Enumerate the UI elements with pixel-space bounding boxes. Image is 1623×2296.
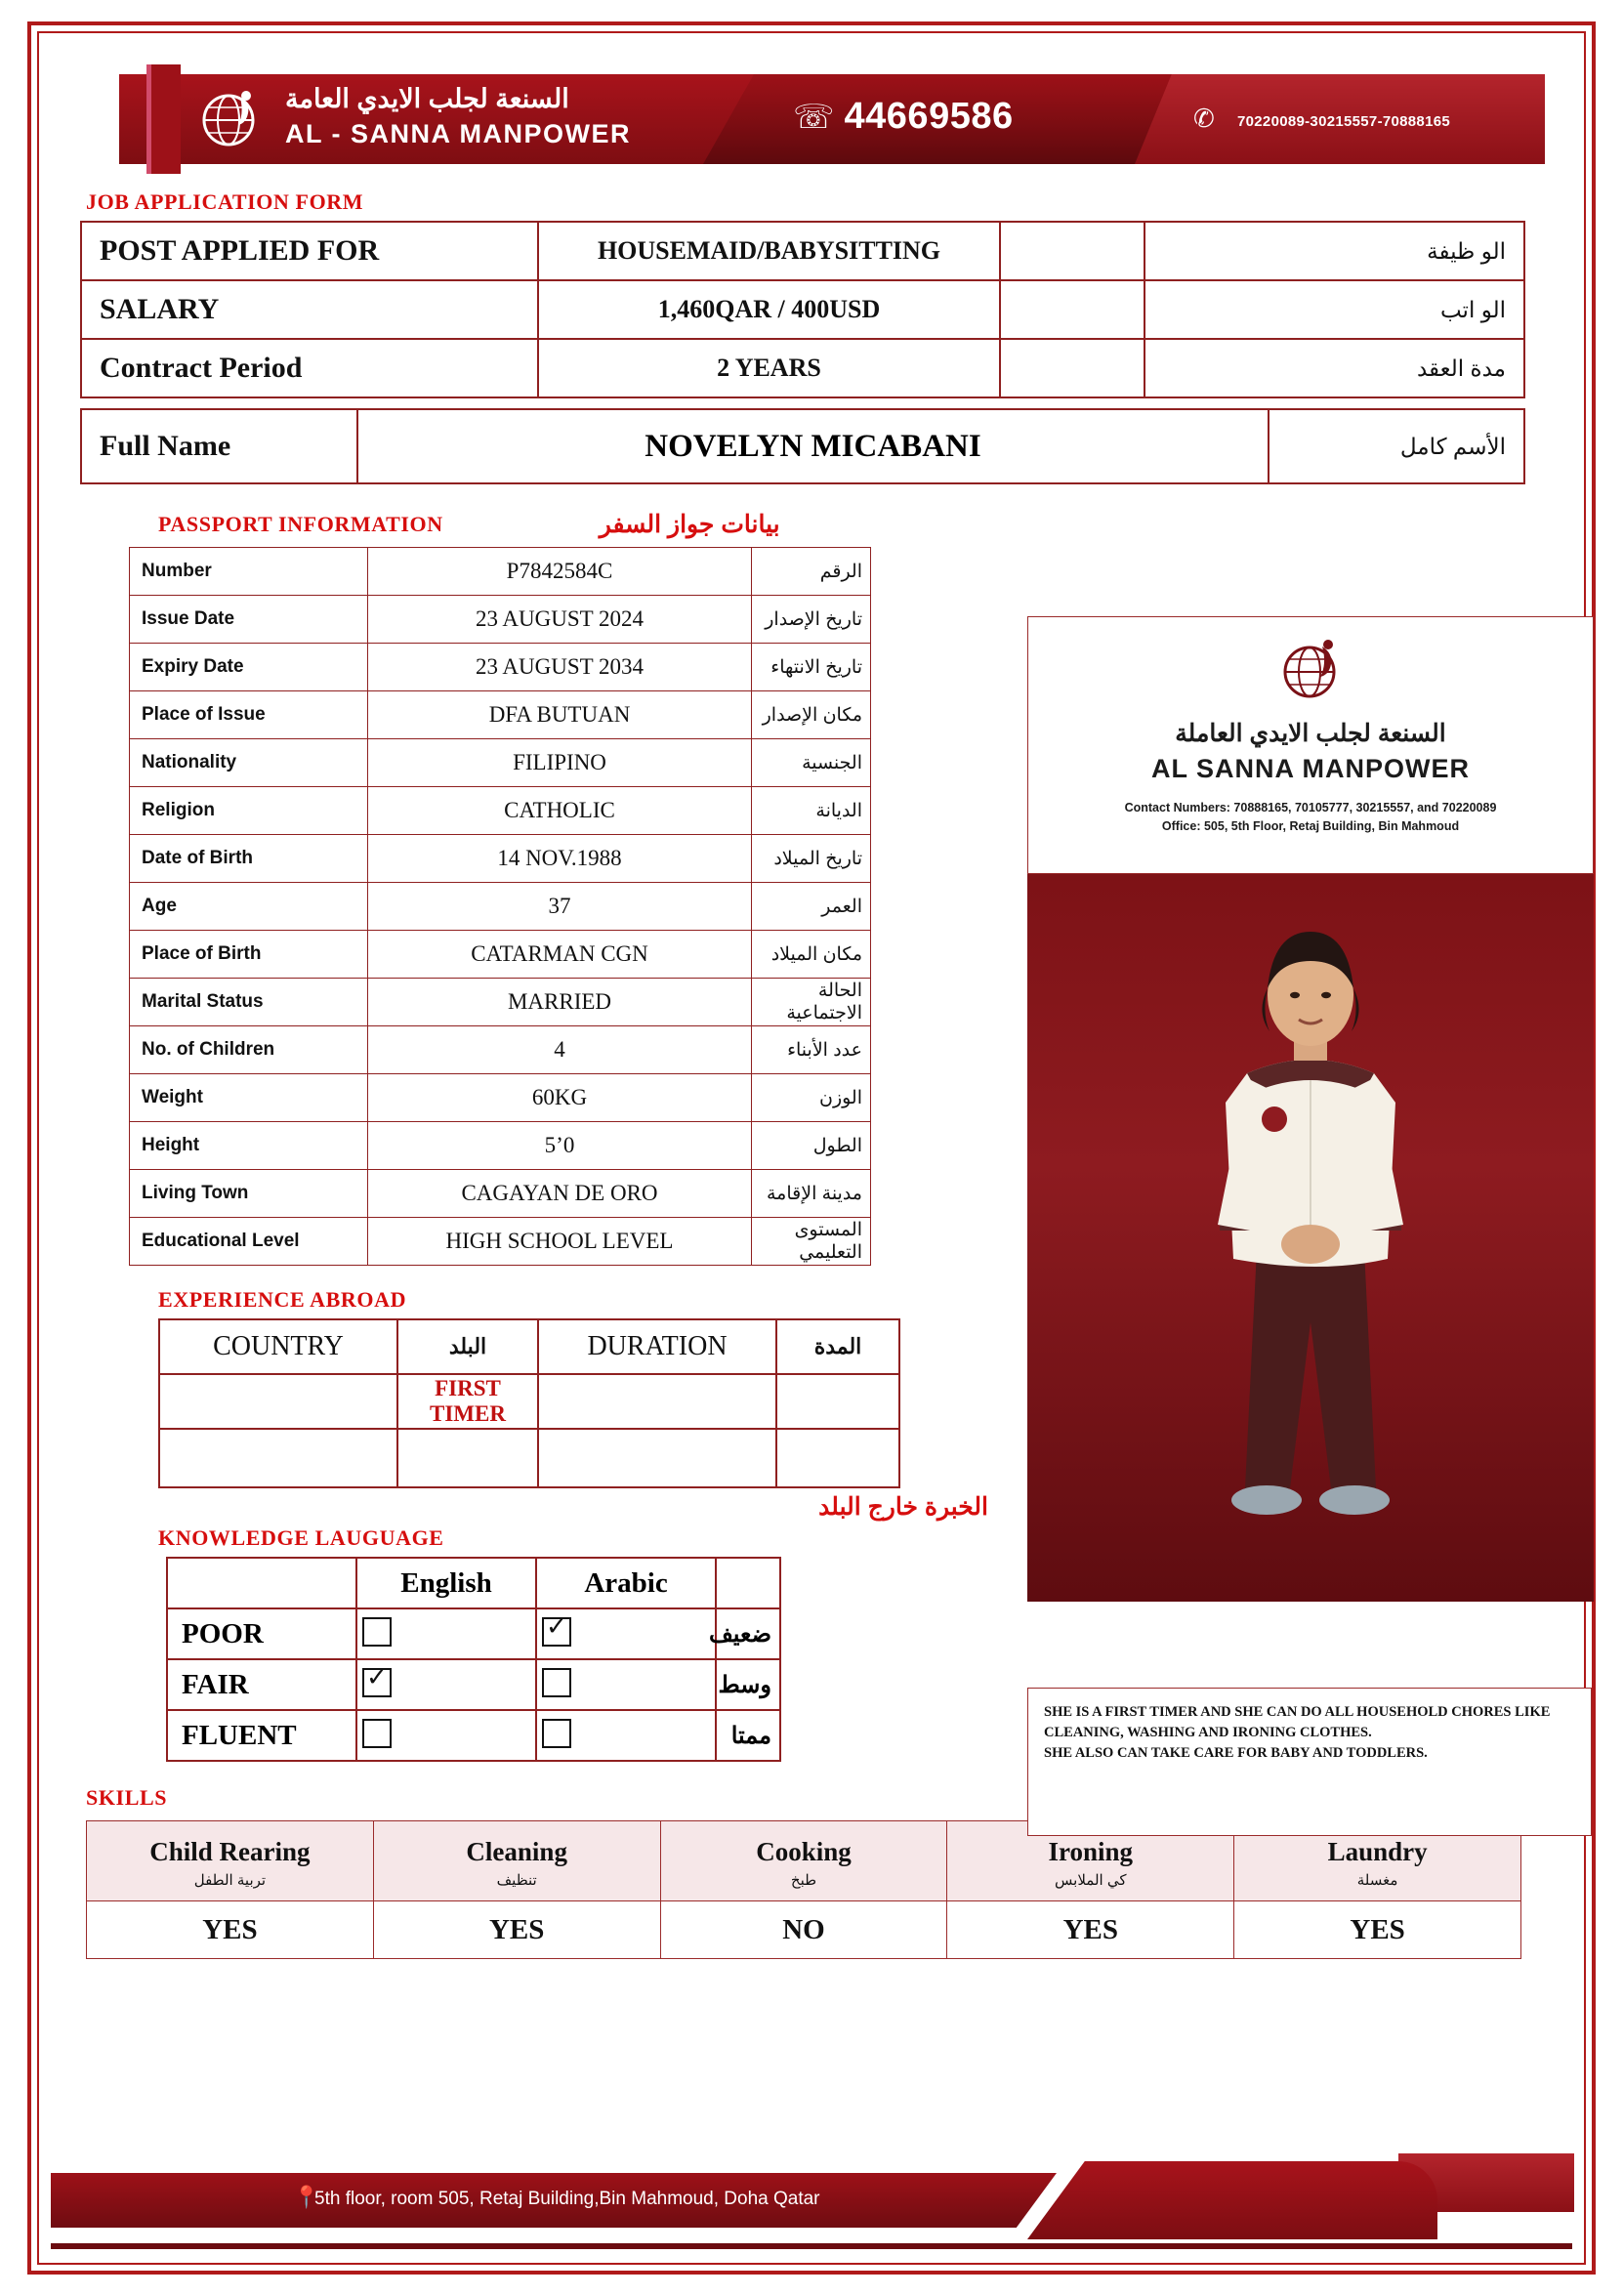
language-col-english: English <box>356 1558 536 1608</box>
passport-key-ar: الجنسية <box>752 739 871 787</box>
duration-value <box>538 1374 776 1429</box>
remarks-line-1: SHE IS A FIRST TIMER AND SHE CAN DO ALL HOUSEHOLD CHORES LIKE <box>1044 1704 1551 1720</box>
fair-english-checkbox[interactable] <box>362 1668 392 1697</box>
language-level-fair-ar: وسط <box>716 1659 780 1710</box>
skill-label-ar: تربية الطفل <box>193 1871 267 1889</box>
contract-period-label: Contract Period <box>81 339 538 397</box>
table-row <box>167 1558 780 1608</box>
post-applied-label-ar: الو ظيفة <box>1144 222 1524 280</box>
passport-heading <box>51 510 1572 539</box>
passport-value: FILIPINO <box>368 739 752 787</box>
table-row <box>81 280 1524 339</box>
skill-head-cleaning <box>373 1821 660 1901</box>
agency-contact-numbers: Contact Numbers: 70888165, 70105777, 30215557, and 70220089 <box>1124 801 1497 814</box>
passport-value: CATARMAN CGN <box>368 931 752 979</box>
poor-english-checkbox[interactable] <box>362 1617 392 1647</box>
post-applied-spacer <box>1000 222 1144 280</box>
passport-key: Educational Level <box>130 1218 368 1266</box>
country-label: COUNTRY <box>159 1319 397 1374</box>
experience-blank <box>397 1429 538 1487</box>
language-corner-cell <box>167 1558 356 1608</box>
header-mobile-numbers: 70220089-30215557-70888165 <box>1237 113 1451 130</box>
full-name-label: Full Name <box>81 409 357 483</box>
skill-label-en: Child Rearing <box>149 1836 311 1866</box>
table-row <box>87 1901 1521 1959</box>
agency-office-address: Office: 505, 5th Floor, Retaj Building, Bin Mahmoud <box>1161 818 1460 833</box>
passport-key: Place of Issue <box>130 691 368 739</box>
skill-value-ironing: YES <box>947 1901 1234 1959</box>
skill-value-cooking: NO <box>660 1901 947 1959</box>
page-content <box>51 45 1572 2251</box>
skill-label-en: Ironing <box>1048 1836 1134 1866</box>
language-level-poor-ar: ضعيف <box>716 1608 780 1659</box>
passport-key: Height <box>130 1122 368 1170</box>
passport-key: Age <box>130 883 368 931</box>
passport-key-ar: الديانة <box>752 787 871 835</box>
salary-label: SALARY <box>81 280 538 339</box>
skill-head-child-rearing <box>87 1821 374 1901</box>
passport-key: Weight <box>130 1074 368 1122</box>
passport-value: 5’0 <box>368 1122 752 1170</box>
passport-key-ar: الطول <box>752 1122 871 1170</box>
passport-key: Issue Date <box>130 596 368 644</box>
salary-label-ar: الو اتب <box>1144 280 1524 339</box>
header-phone-number: 44669586 <box>844 96 1014 137</box>
experience-table <box>158 1318 900 1488</box>
table-row <box>81 222 1524 280</box>
mobile-call-icon: ✆ <box>1193 104 1215 133</box>
passport-key-ar: الحالة الاجتماعية <box>752 979 871 1026</box>
application-table <box>80 221 1525 398</box>
table-row <box>130 787 871 835</box>
contract-period-spacer <box>1000 339 1144 397</box>
salary-spacer <box>1000 280 1144 339</box>
skill-head-cooking <box>660 1821 947 1901</box>
passport-key: Place of Birth <box>130 931 368 979</box>
table-row <box>159 1429 899 1487</box>
footer-address: 5th floor, room 505, Retaj Building,Bin Mahmoud, Doha Qatar <box>314 2189 820 2209</box>
table-row <box>130 1122 871 1170</box>
experience-status: FIRST TIMER <box>397 1374 538 1429</box>
skill-label-ar: طبخ <box>790 1871 817 1889</box>
passport-key-ar: الرقم <box>752 548 871 596</box>
agency-card-contacts <box>1028 799 1593 836</box>
telephone-icon: ☏ <box>793 98 835 136</box>
experience-title-ar: الخبرة خارج البلد <box>818 1493 988 1521</box>
table-row <box>159 1374 899 1429</box>
table-row <box>130 931 871 979</box>
poor-arabic-checkbox[interactable] <box>542 1617 571 1647</box>
fair-english-cell <box>356 1659 536 1710</box>
contract-period-value: 2 YEARS <box>538 339 1000 397</box>
skills-table <box>86 1820 1521 1959</box>
experience-title: EXPERIENCE ABROAD <box>158 1287 407 1312</box>
language-head-spacer <box>716 1558 780 1608</box>
post-applied-value: HOUSEMAID/BABYSITTING <box>538 222 1000 280</box>
passport-value: MARRIED <box>368 979 752 1026</box>
brand-name-arabic: السنعة لجلب الايدي العامة <box>285 84 569 113</box>
table-row <box>130 548 871 596</box>
globe-logo-icon <box>197 86 268 154</box>
passport-key: Number <box>130 548 368 596</box>
table-row <box>159 1319 899 1374</box>
passport-key: Religion <box>130 787 368 835</box>
salary-value: 1,460QAR / 400USD <box>538 280 1000 339</box>
agency-card <box>1027 616 1594 874</box>
passport-value: DFA BUTUAN <box>368 691 752 739</box>
duration-value-ar <box>776 1374 899 1429</box>
skill-label-ar: مغسلة <box>1356 1871 1398 1889</box>
passport-title-ar: بيانات جواز السفر <box>599 511 780 538</box>
duration-label: DURATION <box>538 1319 776 1374</box>
country-label-ar: البلد <box>397 1319 538 1374</box>
header-side-tab <box>146 64 181 174</box>
table-row <box>81 339 1524 397</box>
page-header <box>51 57 1572 172</box>
agency-card-name-en: AL SANNA MANPOWER <box>1151 754 1470 783</box>
right-panel <box>1027 616 1594 1602</box>
language-level-poor: POOR <box>167 1608 356 1659</box>
poor-arabic-cell <box>536 1608 716 1659</box>
location-pin-icon: 📍 <box>293 2185 320 2209</box>
full-name-value: NOVELYN MICABANI <box>357 409 1269 483</box>
country-value-2 <box>159 1429 397 1487</box>
table-row <box>130 596 871 644</box>
table-row <box>130 883 871 931</box>
remarks-line-3: SHE ALSO CAN TAKE CARE FOR BABY AND TODDLERS. <box>1044 1745 1428 1762</box>
passport-key-ar: مكان الإصدار <box>752 691 871 739</box>
fluent-arabic-checkbox[interactable] <box>542 1719 571 1748</box>
passport-key: Marital Status <box>130 979 368 1026</box>
applicant-photo <box>1027 874 1594 1602</box>
header-phone <box>793 96 1014 138</box>
poor-english-cell <box>356 1608 536 1659</box>
table-row <box>130 1170 871 1218</box>
skill-value-laundry: YES <box>1234 1901 1521 1959</box>
passport-table <box>129 547 871 1266</box>
table-row <box>81 409 1524 483</box>
passport-key-ar: عدد الأبناء <box>752 1026 871 1074</box>
passport-key-ar: المستوى التعليمي <box>752 1218 871 1266</box>
passport-value: 14 NOV.1988 <box>368 835 752 883</box>
skill-label-ar: كي الملابس <box>1055 1871 1127 1889</box>
passport-key-ar: تاريخ الميلاد <box>752 835 871 883</box>
full-name-label-ar: الأسم كامل <box>1269 409 1524 483</box>
fluent-english-cell <box>356 1710 536 1761</box>
skill-label-en: Laundry <box>1327 1836 1428 1866</box>
fair-arabic-cell <box>536 1659 716 1710</box>
skill-label-en: Cleaning <box>466 1836 567 1866</box>
passport-value: CAGAYAN DE ORO <box>368 1170 752 1218</box>
passport-title: PASSPORT INFORMATION <box>158 512 443 536</box>
passport-key-ar: تاريخ الانتهاء <box>752 644 871 691</box>
footer-rule <box>51 2243 1572 2249</box>
experience-title-ar-wrap <box>51 1492 988 1522</box>
agency-globe-logo-icon <box>1277 635 1350 707</box>
footer-band-right <box>1027 2161 1437 2239</box>
brand-name-english: AL - SANNA MANPOWER <box>285 119 631 148</box>
fair-arabic-checkbox[interactable] <box>542 1668 571 1697</box>
duration-label-ar: المدة <box>776 1319 899 1374</box>
passport-key: Nationality <box>130 739 368 787</box>
table-row <box>167 1710 780 1761</box>
table-row <box>130 644 871 691</box>
language-col-arabic: Arabic <box>536 1558 716 1608</box>
passport-key: Expiry Date <box>130 644 368 691</box>
table-row <box>130 979 871 1026</box>
table-row <box>130 1218 871 1266</box>
skill-value-cleaning: YES <box>373 1901 660 1959</box>
passport-key: Living Town <box>130 1170 368 1218</box>
agency-card-name-ar: السنعة لجلب الايدي العاملة <box>1175 720 1446 747</box>
duration-value-2 <box>538 1429 776 1487</box>
remarks-box <box>1027 1688 1592 1836</box>
passport-key: Date of Birth <box>130 835 368 883</box>
skill-value-child-rearing: YES <box>87 1901 374 1959</box>
skills-title: SKILLS <box>86 1785 168 1810</box>
passport-value: 4 <box>368 1026 752 1074</box>
skill-label-ar: تنظيف <box>496 1871 537 1889</box>
skill-label-en: Cooking <box>756 1836 852 1866</box>
contract-period-label-ar: مدة العقد <box>1144 339 1524 397</box>
passport-value: HIGH SCHOOL LEVEL <box>368 1218 752 1266</box>
page-footer <box>51 2144 1572 2251</box>
table-row <box>130 739 871 787</box>
passport-value: P7842584C <box>368 548 752 596</box>
table-row <box>167 1608 780 1659</box>
passport-value: 60KG <box>368 1074 752 1122</box>
table-row <box>130 691 871 739</box>
passport-value: 23 AUGUST 2024 <box>368 596 752 644</box>
passport-value: 37 <box>368 883 752 931</box>
passport-key-ar: تاريخ الإصدار <box>752 596 871 644</box>
table-row <box>130 1074 871 1122</box>
passport-key-ar: الوزن <box>752 1074 871 1122</box>
passport-key-ar: مدينة الإقامة <box>752 1170 871 1218</box>
language-level-fluent: FLUENT <box>167 1710 356 1761</box>
passport-key-ar: مكان الميلاد <box>752 931 871 979</box>
fluent-arabic-cell <box>536 1710 716 1761</box>
table-row <box>167 1659 780 1710</box>
table-row <box>130 835 871 883</box>
duration-value-2-ar <box>776 1429 899 1487</box>
job-application-form-title: JOB APPLICATION FORM <box>86 189 364 214</box>
country-value <box>159 1374 397 1429</box>
passport-key: No. of Children <box>130 1026 368 1074</box>
language-level-fair: FAIR <box>167 1659 356 1710</box>
language-table <box>166 1557 781 1762</box>
table-row <box>130 1026 871 1074</box>
full-name-table <box>80 408 1525 484</box>
language-title: KNOWLEDGE LAUGUAGE <box>158 1525 444 1550</box>
passport-value: 23 AUGUST 2034 <box>368 644 752 691</box>
language-level-fluent-ar: ممتا <box>716 1710 780 1761</box>
passport-value: CATHOLIC <box>368 787 752 835</box>
passport-key-ar: العمر <box>752 883 871 931</box>
remarks-line-2: CLEANING, WASHING AND IRONING CLOTHES. <box>1044 1725 1372 1741</box>
fluent-english-checkbox[interactable] <box>362 1719 392 1748</box>
post-applied-label: POST APPLIED FOR <box>81 222 538 280</box>
